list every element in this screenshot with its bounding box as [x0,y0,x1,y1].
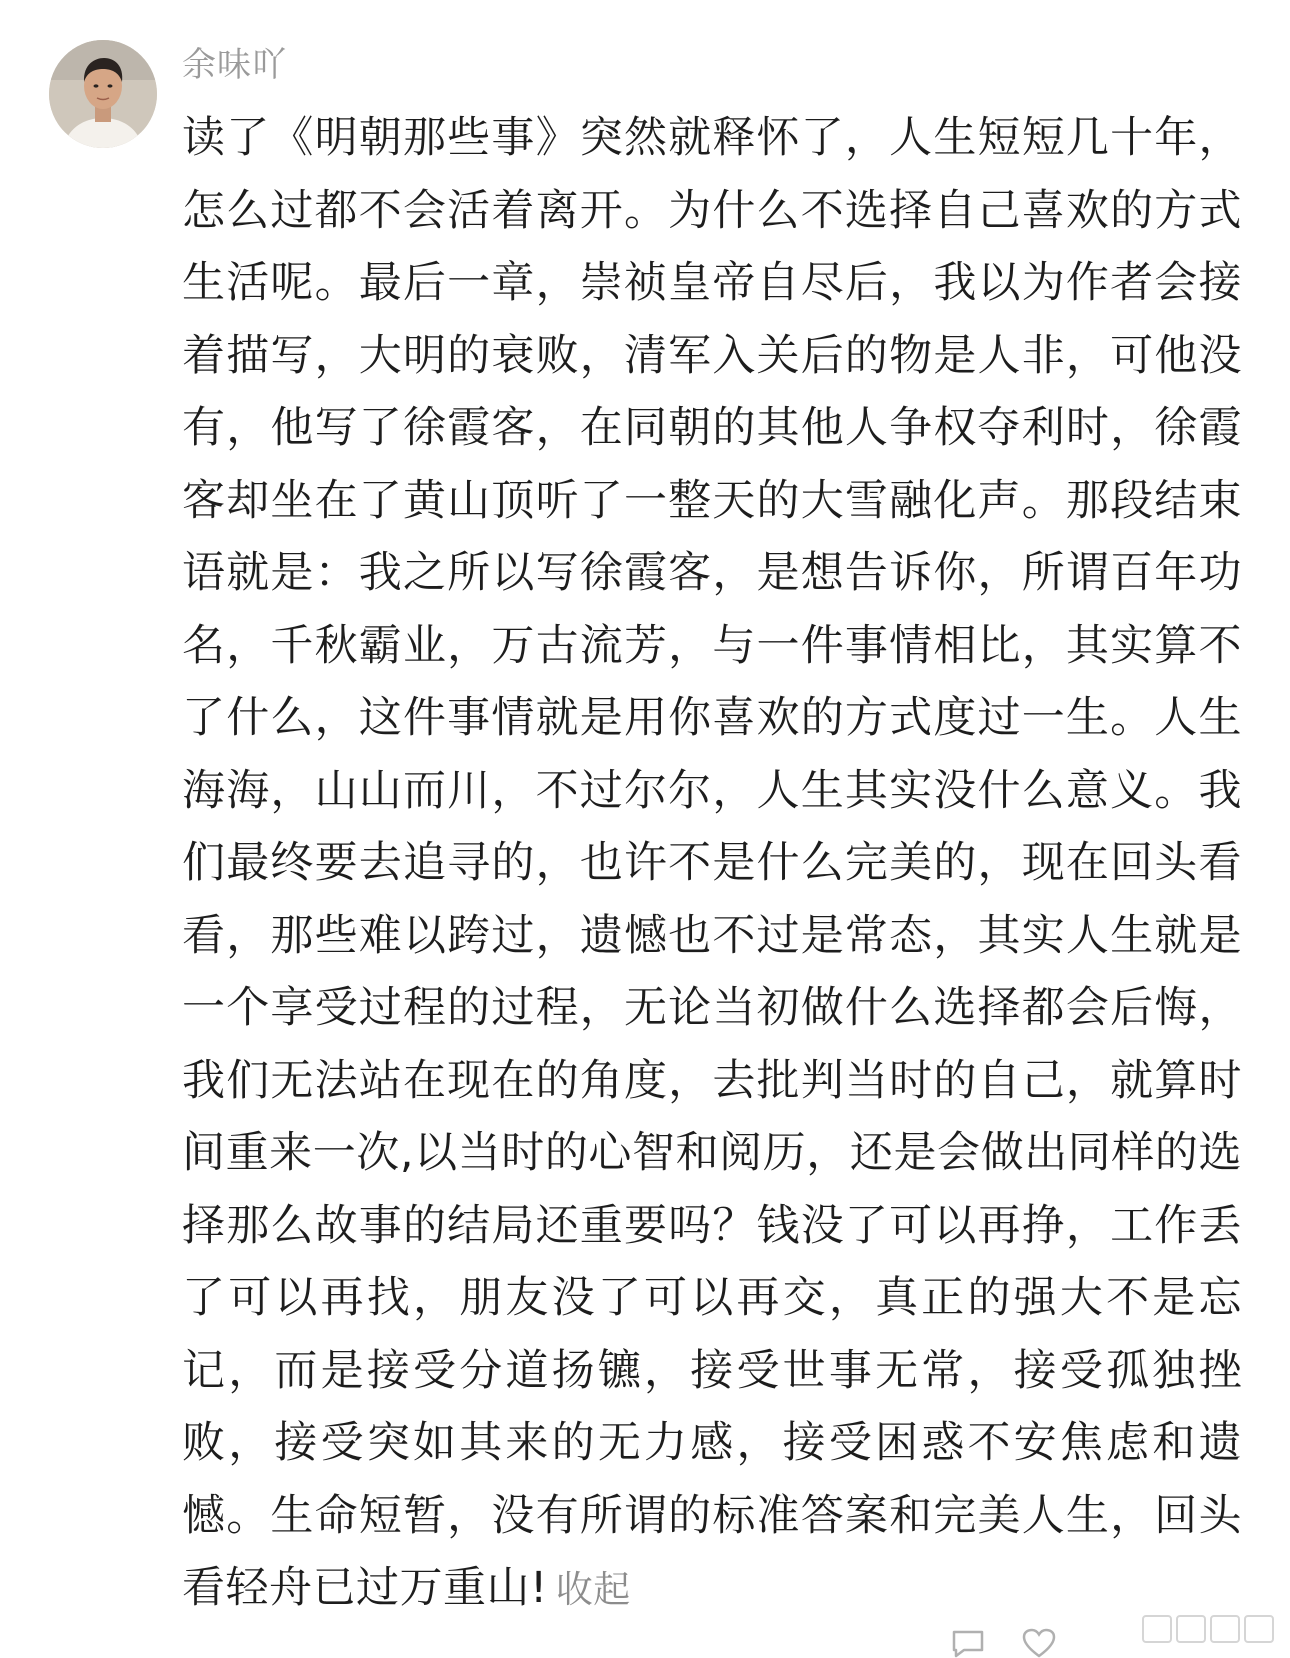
watermark [1142,1612,1274,1646]
avatar-photo-icon [49,40,157,148]
comment-text: 读了《明朝那些事》突然就释怀了，人生短短几十年，怎么过都不会活着离开。为什么不选择自己喜欢的方式生活呢。最后一章，崇祯皇帝自尽后，我以为作者会接着描写，大明的衰败，清军入关后的物是人非，可他没有，他写了徐霞客，在同朝的其他人争权夺利时，徐霞客却坐在了黄山顶听了一整天的大雪融化声。那段结束语就是：我之所以写徐霞客，是想告诉你，所谓百年功名，千秋霸业，万古流芳，与一件事情相比，其实算不了什么，这件事情就是用你喜欢的方式度过一生。人生海海，山山而川，不过尔尔，人生其实没什么意义。我们最终要去追寻的，也许不是什么完美的，现在回头看看，那些难以跨过，遗憾也不过是常态，其实人生就是一个享受过程的过程，无论当初做什么选择都会后悔，我们无法站在现在的角度，去批判当时的自己，就算时间重来一次,以当时的心智和阅历，还是会做出同样的选择那么故事的结局还重要吗？钱没了可以再挣，工作丢了可以再找，朋友没了可以再交，真正的强大不是忘记，而是接受分道扬镳，接受世事无常，接受孤独挫败，接受突如其来的无力感，接受困惑不安焦虑和遗憾。生命短暂，没有所谓的标准答案和完美人生，回头看轻舟已过万重山! [182,113,1242,1613]
comment-username[interactable]: 余味吖 [182,45,287,85]
watermark-mark-icon [1142,1615,1172,1643]
watermark-mark-icon [1244,1615,1274,1643]
heart-icon [1022,1628,1056,1658]
avatar[interactable] [49,40,157,148]
like-button[interactable] [1022,1628,1056,1658]
comment-icon [950,1628,986,1658]
collapse-link[interactable]: 收起 [555,1568,631,1611]
comment-actions [950,1628,1056,1658]
reply-button[interactable] [950,1628,986,1658]
watermark-mark-icon [1210,1615,1240,1643]
watermark-mark-icon [1176,1615,1206,1643]
comment-body [182,102,1242,1627]
